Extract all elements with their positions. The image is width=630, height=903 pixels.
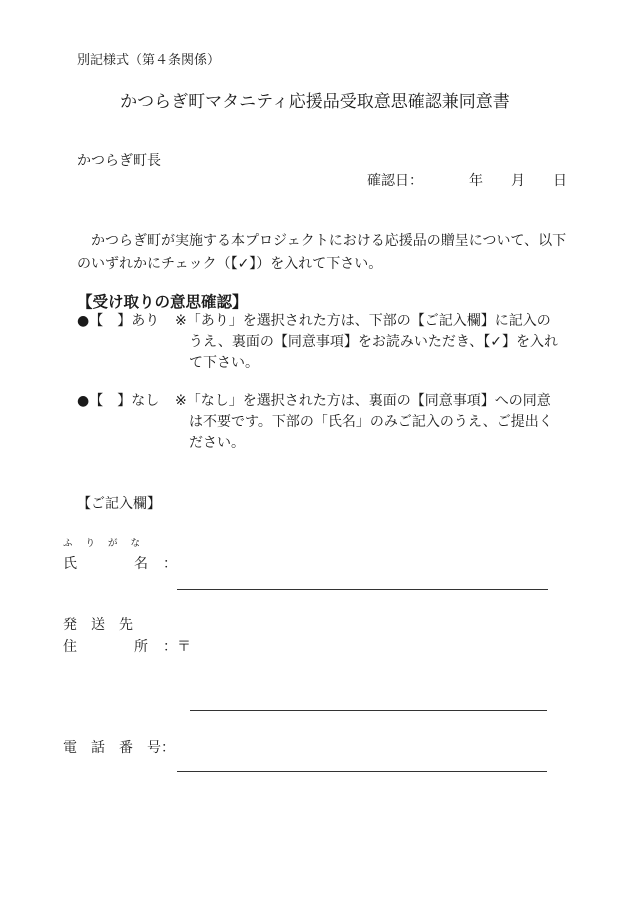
option-no-checkbox[interactable]: ●【 】なし xyxy=(77,393,160,409)
shipping-label: 発 送 先 xyxy=(63,617,133,633)
option-no-note: ※「なし」を選択された方は、裏面の【同意事項】への同意 は不要です。下部の「氏名」のみご記入のうえ、ご提出ください。 xyxy=(175,393,553,451)
confirmation-date xyxy=(367,170,567,190)
document-title: かつらぎ町マタニティ応援品受取意思確認兼同意書 xyxy=(120,92,510,112)
date-day: 日 xyxy=(553,173,567,189)
option-yes xyxy=(77,311,560,374)
date-month: 月 xyxy=(511,173,525,189)
address-label-1: 住 xyxy=(63,639,77,655)
postal-mark: ：〒 xyxy=(163,639,191,655)
option-yes-checkbox[interactable]: ●【 】あり xyxy=(77,313,160,329)
phone-input-line[interactable] xyxy=(177,771,547,772)
name-input-line[interactable] xyxy=(177,589,548,590)
name-label-2: 名 xyxy=(134,556,148,572)
address-label-2: 所 xyxy=(134,639,148,655)
phone-label: 電 話 番 号： xyxy=(63,740,175,756)
address-input-line[interactable] xyxy=(190,710,547,711)
date-label: 確認日： xyxy=(367,173,423,189)
intent-heading: 【受け取りの意思確認】 xyxy=(77,293,248,311)
addressee: かつらぎ町長 xyxy=(77,153,161,169)
entry-heading: 【ご記入欄】 xyxy=(77,496,161,512)
option-no xyxy=(77,391,560,454)
name-colon: ： xyxy=(163,556,177,572)
furigana-label: ふりがな xyxy=(63,538,154,549)
date-year: 年 xyxy=(469,173,483,189)
form-reference: 別記様式（第４条関係） xyxy=(77,53,221,68)
intro-paragraph: かつらぎ町が実施する本プロジェクトにおける応援品の贈呈について、以下のいずれかにチェック（【✓】）を入れて下さい。 xyxy=(77,233,567,272)
name-label-1: 氏 xyxy=(63,556,77,572)
option-yes-note: ※「あり」を選択された方は、下部の【ご記入欄】に記入の うえ、裏面の【同意事項】をお読みいただき、【✓】を入れて下さい。 xyxy=(175,313,559,371)
